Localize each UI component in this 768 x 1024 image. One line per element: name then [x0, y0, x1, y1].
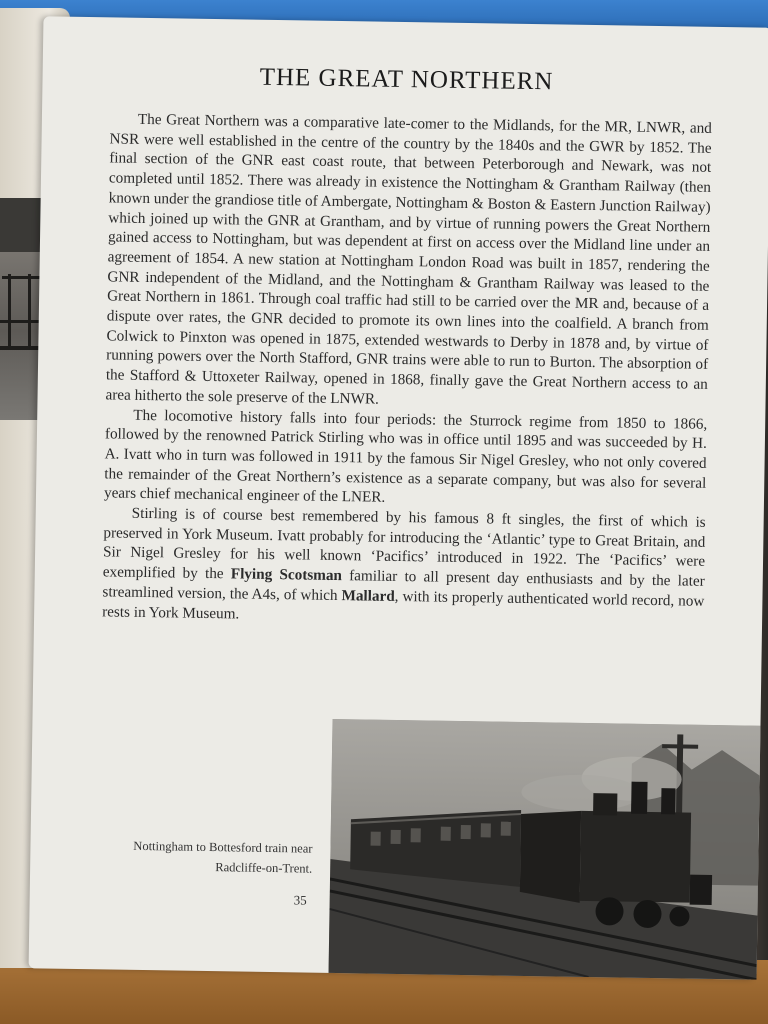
photo-caption: [100, 835, 313, 878]
text-run: Stirling is of course best remembered by his famous 8 ft singles, the first of which is preserved in York Museum. Ivatt probably for introducing the ‘Atlantic’ type to Great Britain, and Sir Nigel Gresley for his well known ‘Pacifics’ introduced in 1922. The ‘Pacifics’ were exemplified by the: [102, 504, 706, 583]
text-run: The Great Northern was a comparative late-comer to the Midlands, for the MR, LNWR, and NSR were well established in the centre of the country by the 1840s and the GWR by 1852. The final section of the GNR east coast route, that between Peterborough and Newark, was not completed until 1852. There was already in existence the Nottingham & Grantham Railway (then known under the grandiose title of Ambergate, Nottingham & Boston & Eastern Junction Railway) which joined up with the GNR at Grantham, and by virtue of running powers the Great Northern gained access to Nottingham, but was dependent at first on access over the Midland line under an agreement of 1854. A new station at Nottingham London Road was built in 1857, rendering the GNR independent of the Midland, and the Nottingham & Grantham Railway was leased to the Great Northern in 1861. Through coal traffic had still to be carried over the MR and, because of a dispute over rates, the GNR decided to promote its own lines into the coalfield. A branch from Colwick to Pinxton was opened in 1875, extended westwards to Derby in 1878 and, by virtue of running powers over the North Stafford, GNR trains were able to run to Burton. The absorption of the Stafford & Uttoxeter Railway, opened in 1868, finally gave the Great Northern access to an area hitherto the sole preserve of the LNWR.: [105, 110, 712, 408]
book-page: [29, 16, 768, 979]
train-photo: [329, 719, 761, 980]
caption-line: Nottingham to Bottesford train near: [133, 838, 313, 856]
caption-line: Radcliffe-on-Trent.: [215, 860, 313, 876]
paragraph: [105, 109, 712, 414]
text-run-bold: Mallard: [341, 586, 395, 605]
paragraph: [102, 503, 706, 631]
body-text: [102, 109, 712, 631]
text-run-bold: Flying Scotsman: [230, 565, 343, 585]
page-number: 35: [293, 892, 307, 908]
train-photo-illustration: [329, 719, 761, 980]
paragraph: [104, 405, 707, 513]
text-run: The locomotive history falls into four periods: the Sturrock regime from 1850 to 1866, followed by the renowned Patrick Stirling who was in office until 1895 and was succeeded by H. A. Ivatt who in turn was followed in 1911 by the famous Sir Nigel Gresley, who not only covered the remainder of the Great Northern’s existence as a separate company, but was also for several years chief mechanical engineer of the LNER.: [103, 406, 708, 507]
text-run: , with its properly authenticated world record, now rests in York Museum.: [102, 587, 705, 623]
page-title: THE GREAT NORTHERN: [259, 63, 554, 96]
text-run: familiar to all present day enthusiasts and by the later streamlined version, the A4s, of which: [102, 567, 705, 604]
